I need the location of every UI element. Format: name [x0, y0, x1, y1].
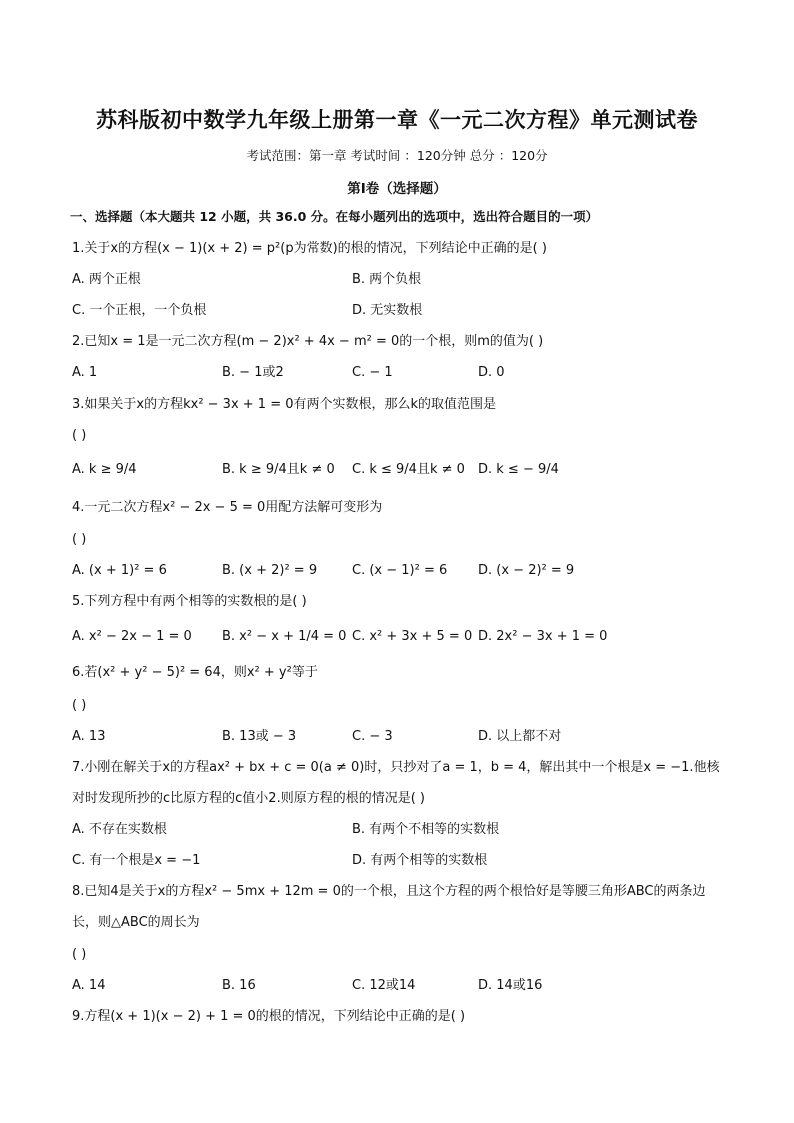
question-1-option-a: A. 两个正根 [72, 272, 141, 287]
question-6-option-a: A. 13 [72, 729, 106, 744]
question-5-option-b: B. x² − x + 1/4 = 0 [222, 629, 347, 644]
question-8-option-c: C. 12或14 [352, 978, 416, 993]
question-3-option-c: C. k ≤ 9/4且k ≠ 0 [352, 462, 465, 477]
question-4-option-b: B. (x + 2)² = 9 [222, 563, 318, 578]
question-6-option-c: C. − 3 [352, 729, 393, 744]
volume-heading: 第Ⅰ卷（选择题） [347, 181, 447, 197]
question-8-stem-cont: 长，则△ABC的周长为 [72, 915, 200, 930]
question-8-option-a: A. 14 [72, 978, 106, 993]
question-4-option-d: D. (x − 2)² = 9 [478, 563, 575, 578]
exam-title: 苏科版初中数学九年级上册第一章《一元二次方程》单元测试卷 [96, 108, 698, 132]
question-5-option-d: D. 2x² − 3x + 1 = 0 [478, 629, 608, 644]
question-2-option-b: B. − 1或2 [222, 365, 284, 380]
question-1-stem: 1.关于x的方程(x − 1)(x + 2) = p²(p为常数)的根的情况，下列结论中正确的是( ) [72, 241, 547, 256]
question-6-stem: 6.若(x² + y² − 5)² = 64，则x² + y²等于 [72, 665, 318, 680]
question-7-option-d: D. 有两个相等的实数根 [352, 853, 488, 868]
question-3-option-a: A. k ≥ 9/4 [72, 462, 137, 477]
question-3-option-b: B. k ≥ 9/4且k ≠ 0 [222, 462, 335, 477]
question-7-option-a: A. 不存在实数根 [72, 822, 167, 837]
question-7-stem-cont: 对时发现所抄的c比原方程的c值小2.则原方程的根的情况是( ) [72, 791, 425, 806]
question-7-option-c: C. 有一个根是x = −1 [72, 853, 201, 868]
question-6-paren: ( ) [72, 698, 87, 713]
question-7-option-b: B. 有两个不相等的实数根 [352, 822, 500, 837]
question-1-option-b: B. 两个负根 [352, 272, 422, 287]
question-3-paren: ( ) [72, 428, 87, 443]
question-4-option-c: C. (x − 1)² = 6 [352, 563, 448, 578]
question-8-stem: 8.已知4是关于x的方程x² − 5mx + 12m = 0的一个根，且这个方程的两个根恰好是等腰三角形ABC的两条边 [72, 884, 706, 899]
section-heading: 一、选择题（本大题共 12 小题，共 36.0 分。在每小题列出的选项中，选出符合题目的一项） [70, 209, 599, 224]
question-5-option-a: A. x² − 2x − 1 = 0 [72, 629, 192, 644]
question-7-stem: 7.小刚在解关于x的方程ax² + bx + c = 0(a ≠ 0)时，只抄对了a = 1，b = 4，解出其中一个根是x = −1.他核 [72, 760, 720, 775]
question-2-option-a: A. 1 [72, 365, 98, 380]
question-2-stem: 2.已知x = 1是一元二次方程(m − 2)x² + 4x − m² = 0的一个根，则m的值为( ) [72, 334, 544, 349]
question-5-option-c: C. x² + 3x + 5 = 0 [352, 629, 473, 644]
question-4-stem: 4.一元二次方程x² − 2x − 5 = 0用配方法解可变形为 [72, 500, 383, 515]
question-8-option-b: B. 16 [222, 978, 256, 993]
question-4-paren: ( ) [72, 532, 87, 547]
question-8-option-d: D. 14或16 [478, 978, 543, 993]
question-8-paren: ( ) [72, 947, 87, 962]
question-1-option-c: C. 一个正根，一个负根 [72, 303, 207, 318]
question-3-stem: 3.如果关于x的方程kx² − 3x + 1 = 0有两个实数根，那么k的取值范围是 [72, 397, 497, 412]
question-6-option-d: D. 以上都不对 [478, 729, 562, 744]
question-1-option-d: D. 无实数根 [352, 303, 423, 318]
question-5-stem: 5.下列方程中有两个相等的实数根的是( ) [72, 594, 307, 609]
question-9-stem: 9.方程(x + 1)(x − 2) + 1 = 0的根的情况，下列结论中正确的是( ) [72, 1009, 466, 1024]
question-6-option-b: B. 13或 − 3 [222, 729, 297, 744]
question-2-option-c: C. − 1 [352, 365, 393, 380]
exam-subtitle: 考试范围：第一章 考试时间 ：120分钟 总分 ：120分 [246, 148, 548, 163]
question-4-option-a: A. (x + 1)² = 6 [72, 563, 167, 578]
question-3-option-d: D. k ≤ − 9/4 [478, 462, 559, 477]
question-2-option-d: D. 0 [478, 365, 505, 380]
